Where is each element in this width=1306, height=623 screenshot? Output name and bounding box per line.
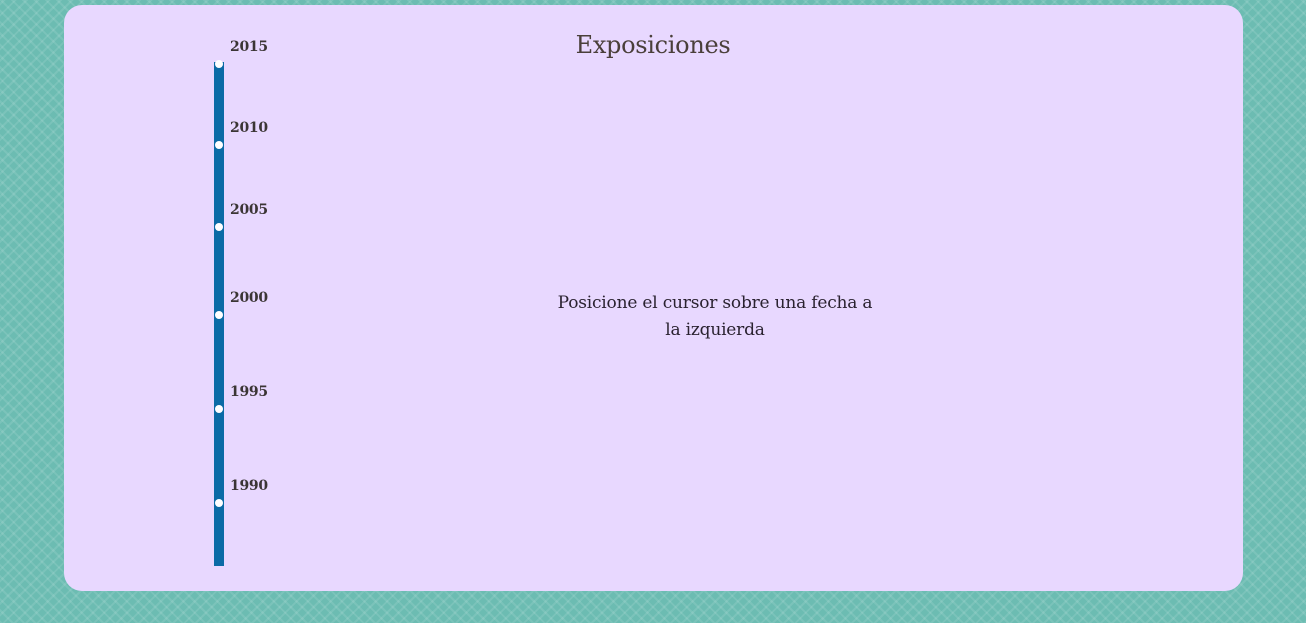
timeline-year-2010[interactable] <box>214 119 294 139</box>
timeline-dot <box>215 405 223 413</box>
timeline-dot <box>215 141 223 149</box>
timeline-dot <box>215 60 223 68</box>
timeline-year-label: 2005 <box>230 202 268 218</box>
timeline-dot <box>215 499 223 507</box>
timeline-year-label: 1990 <box>230 478 268 494</box>
timeline-year-1990[interactable] <box>214 477 294 497</box>
timeline-year-label: 2000 <box>230 290 268 306</box>
timeline-year-label: 1995 <box>230 384 268 400</box>
timeline-year-2015[interactable] <box>214 38 294 58</box>
timeline-dot <box>215 223 223 231</box>
timeline-year-1995[interactable] <box>214 383 294 403</box>
hover-instruction: Posicione el cursor sobre una fecha a la izquierda <box>557 293 873 340</box>
timeline-year-label: 2010 <box>230 120 268 136</box>
timeline-year-2005[interactable] <box>214 201 294 221</box>
timeline-year-2000[interactable] <box>214 289 294 309</box>
timeline-dot <box>215 311 223 319</box>
page-title: Exposiciones <box>575 31 731 59</box>
timeline-year-label: 2015 <box>230 39 268 55</box>
